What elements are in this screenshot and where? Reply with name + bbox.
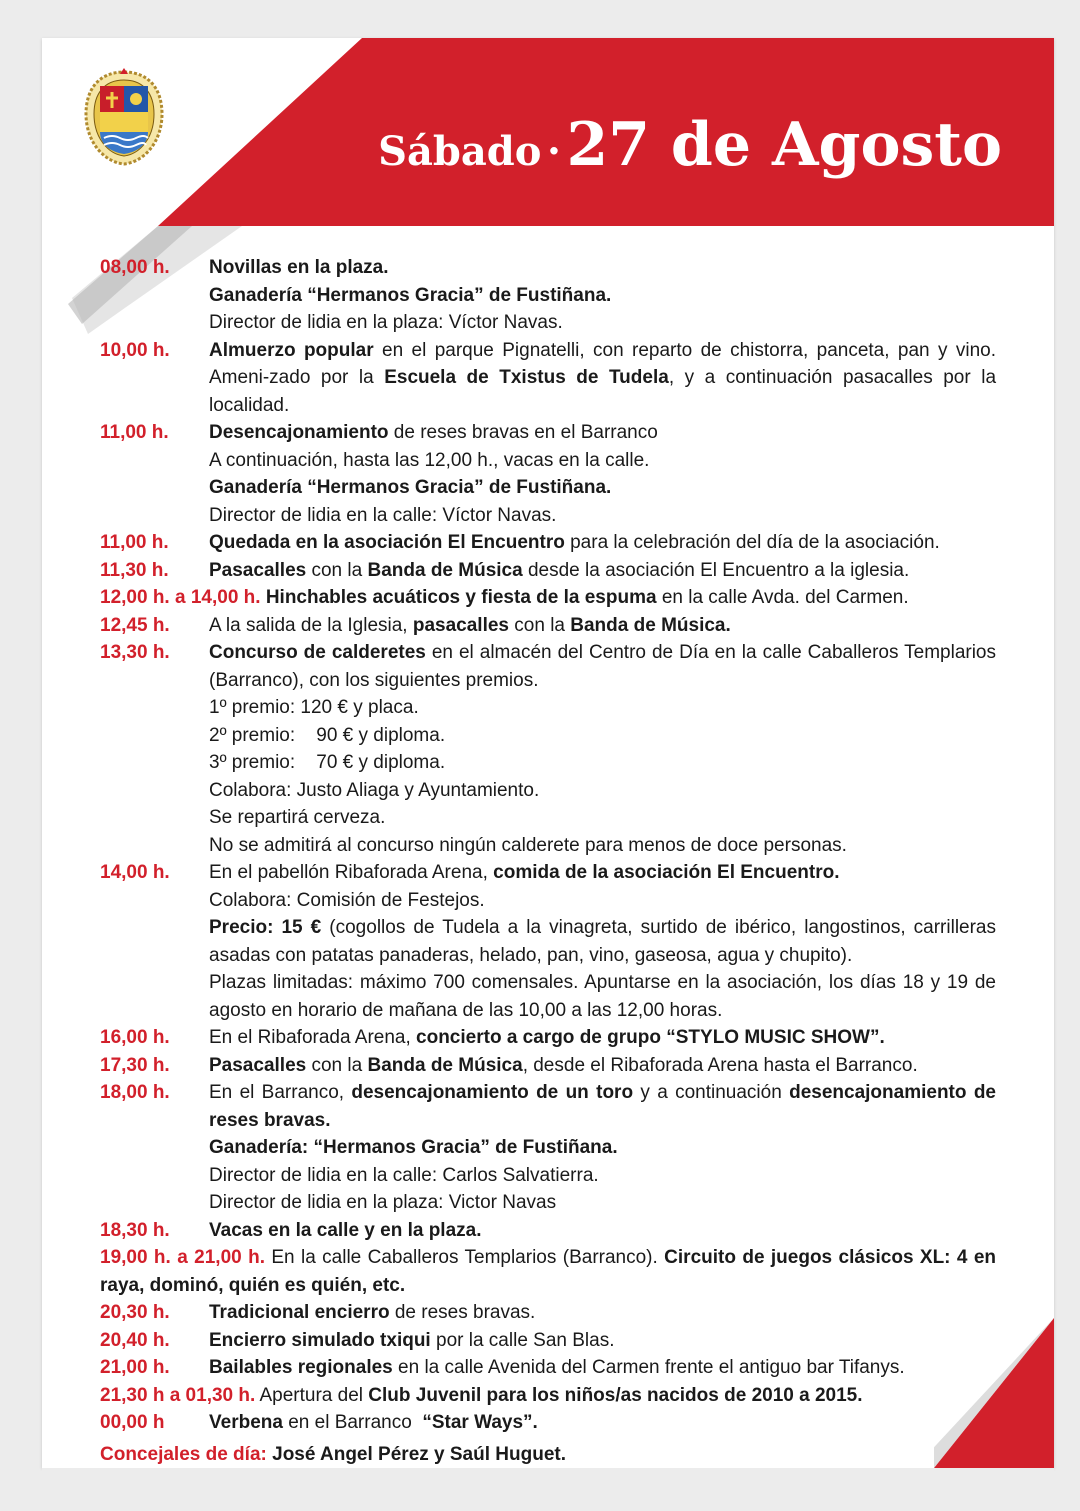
entry-detail: No se admitirá al concurso ningún calderete para menos de doce personas.: [209, 834, 847, 856]
entry-detail: Plazas limitadas: máximo 700 comensales. Apuntarse en la asociación, los días 18 y 19 de agosto en horario de mañana de las 10,00 a las 12,00 horas.: [209, 972, 996, 1021]
entry-detail: 3º premio: 70 € y diploma.: [209, 752, 446, 773]
schedule-entry: [100, 1299, 996, 1327]
schedule-entry: [100, 639, 996, 859]
entry-description: Encierro simulado txiqui por la calle San Blas.: [209, 1329, 615, 1351]
page-title: [342, 110, 1002, 180]
entry-description: A la salida de la Iglesia, pasacalles con la Banda de Música.: [209, 614, 731, 636]
footer-names: José Angel Pérez y Saúl Huguet.: [266, 1443, 567, 1465]
footer-label: Concejales de día:: [100, 1443, 267, 1465]
schedule-entry: [100, 1327, 996, 1355]
schedule-list: [100, 254, 996, 1468]
entry-detail: Director de lidia en la plaza: Víctor Navas.: [209, 312, 563, 333]
entry-description: Quedada en la asociación El Encuentro para la celebración del día de la asociación.: [209, 532, 940, 553]
entry-time: 12,45 h.: [100, 614, 170, 636]
schedule-entry: [100, 254, 996, 337]
schedule-entry: [100, 1354, 996, 1382]
schedule-entry: [100, 612, 996, 640]
entry-detail: Director de lidia en la plaza: Victor Navas: [209, 1192, 557, 1213]
red-corner-decoration: [934, 1318, 1054, 1468]
entry-detail: Director de lidia en la calle: Carlos Salvatierra.: [209, 1164, 599, 1186]
entry-detail: Se repartirá cerveza.: [209, 807, 386, 828]
entry-time: 18,30 h.: [100, 1219, 170, 1241]
schedule-entry: [100, 529, 996, 557]
schedule-entry: [100, 419, 996, 529]
coat-of-arms-icon: [82, 68, 166, 168]
entry-time: 11,30 h.: [100, 559, 169, 581]
entry-detail: 2º premio: 90 € y diploma.: [209, 724, 446, 746]
title-date: 27 de Agosto: [566, 110, 1002, 180]
entry-detail: Colabora: Comisión de Festejos.: [209, 889, 485, 911]
entry-description: 21,30 h a 01,30 h. Apertura del Club Juvenil para los niños/as nacidos de 2010 a 2015.: [100, 1384, 863, 1406]
entry-time: 13,30 h.: [100, 642, 170, 663]
entry-time: 20,40 h.: [100, 1329, 170, 1351]
entry-description: Pasacalles con la Banda de Música desde la asociación El Encuentro a la iglesia.: [209, 559, 910, 581]
entry-time: 21,30 h a 01,30 h.: [100, 1384, 256, 1406]
bottom-margin: [42, 1468, 1054, 1511]
entry-detail: A continuación, hasta las 12,00 h., vacas en la calle.: [209, 449, 650, 471]
entry-time: 16,00 h.: [100, 1027, 170, 1048]
schedule-entry: [100, 1079, 996, 1217]
entry-description: Tradicional encierro de reses bravas.: [209, 1302, 536, 1323]
entry-detail: Ganadería “Hermanos Gracia” de Fustiñana.: [209, 284, 612, 306]
entry-description: 12,00 h. a 14,00 h. Hinchables acuáticos y fiesta de la espuma en la calle Avda. del Carmen.: [100, 587, 909, 608]
top-margin: [0, 0, 1080, 38]
title-day: Sábado: [378, 128, 542, 175]
schedule-entry: [100, 859, 996, 1024]
schedule-entry: [100, 337, 996, 420]
entry-detail: Director de lidia en la calle: Víctor Navas.: [209, 504, 557, 526]
schedule-entry: [100, 1217, 996, 1245]
entry-detail: Ganadería: “Hermanos Gracia” de Fustiñana.: [209, 1137, 618, 1158]
entry-description: Concurso de calderetes en el almacén del Centro de Día en la calle Caballeros Templarios (Barranco), con los siguientes premios.: [209, 642, 996, 691]
schedule-entry: [100, 1409, 996, 1437]
entry-description: Desencajonamiento de reses bravas en el Barranco: [209, 422, 658, 443]
entry-time: 18,00 h.: [100, 1082, 170, 1103]
entry-time: 10,00 h.: [100, 339, 170, 361]
entry-detail: Precio: 15 € (cogollos de Tudela a la vinagreta, surtido de ibérico, langostinos, carrilleras asadas con patatas panaderas, helado, pan, vino, gaseosa, agua y chupito).: [209, 917, 996, 966]
entry-time: 20,30 h.: [100, 1302, 170, 1323]
entry-description: En el Ribaforada Arena, concierto a cargo de grupo “STYLO MUSIC SHOW”.: [209, 1027, 885, 1048]
schedule-entry: [100, 584, 996, 612]
entry-time: 19,00 h. a 21,00 h.: [100, 1247, 265, 1268]
entry-description: Bailables regionales en la calle Avenida del Carmen frente el antiguo bar Tifanys.: [209, 1357, 905, 1378]
entry-description: Novillas en la plaza.: [209, 257, 389, 278]
entry-description: 19,00 h. a 21,00 h. En la calle Caballeros Templarios (Barranco). Circuito de juegos clásicos XL: 4 en raya, dominó, quién es quién, etc.: [100, 1247, 997, 1296]
entry-time: 00,00 h: [100, 1412, 165, 1433]
schedule-entry: [100, 557, 996, 585]
schedule-entry: [100, 1052, 996, 1080]
entry-detail: Ganadería “Hermanos Gracia” de Fustiñana.: [209, 477, 612, 498]
schedule-entry: [100, 1244, 996, 1299]
schedule-entry: [100, 1024, 996, 1052]
entry-description: Pasacalles con la Banda de Música, desde el Ribaforada Arena hasta el Barranco.: [209, 1054, 918, 1076]
entry-time: 11,00 h.: [100, 422, 169, 443]
schedule-entry: [100, 1382, 996, 1410]
title-separator: ·: [547, 128, 561, 175]
councillors-of-the-day: [100, 1441, 996, 1469]
entry-detail: 1º premio: 120 € y placa.: [209, 697, 419, 718]
entry-description: En el pabellón Ribaforada Arena, comida de la asociación El Encuentro.: [209, 862, 840, 883]
entry-description: Almuerzo popular en el parque Pignatelli, con reparto de chistorra, panceta, pan y vino. Ameni-zado por la Escuela de Txistus de Tudela, y a continuación pasacalles por la localidad.: [209, 339, 997, 416]
entry-time: 21,00 h.: [100, 1357, 170, 1378]
entry-description: Vacas en la calle y en la plaza.: [209, 1219, 482, 1241]
entry-time: 11,00 h.: [100, 532, 169, 553]
entry-time: 12,00 h. a 14,00 h.: [100, 587, 261, 608]
entry-time: 08,00 h.: [100, 257, 170, 278]
entry-description: Verbena en el Barranco “Star Ways”.: [209, 1412, 538, 1433]
entry-time: 17,30 h.: [100, 1054, 170, 1076]
entry-detail: Colabora: Justo Aliaga y Ayuntamiento.: [209, 779, 540, 801]
program-page: [42, 38, 1054, 1468]
entry-time: 14,00 h.: [100, 862, 170, 883]
entry-description: En el Barranco, desencajonamiento de un toro y a continuación desencajonamiento de reses bravas.: [209, 1082, 996, 1131]
